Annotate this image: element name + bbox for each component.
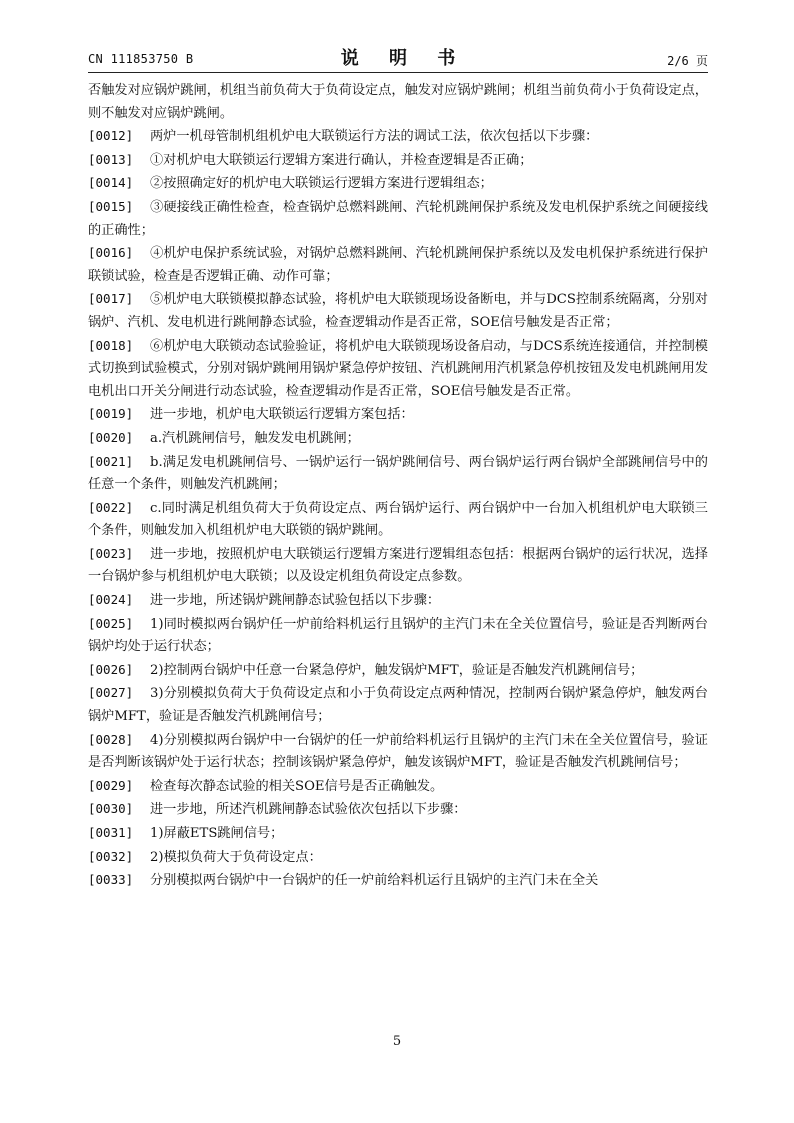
paragraph-number: [0019] xyxy=(88,406,134,422)
paragraph-text: ④机炉电保护系统试验，对锅炉总燃料跳闸、汽轮机跳闸保护系统以及发电机保护系统进行保护联锁试验，检查是否逻辑正确、动作可靠； xyxy=(88,246,708,284)
paragraph-text: 否触发对应锅炉跳闸，机组当前负荷大于负荷设定点，触发对应锅炉跳闸；机组当前负荷小于负荷设定点，则不触发对应锅炉跳闸。 xyxy=(88,83,708,121)
paragraph-text: ⑤机炉电大联锁模拟静态试验，将机炉电大联锁现场设备断电，并与DCS控制系统隔离，分别对锅炉、汽机、发电机进行跳闸静态试验，检查逻辑动作是否正常，SOE信号触发是否正常； xyxy=(88,292,708,330)
paragraph xyxy=(88,288,708,334)
paragraph-number: [0024] xyxy=(88,592,134,608)
paragraph-text: 检查每次静态试验的相关SOE信号是否正确触发。 xyxy=(150,778,444,794)
paragraph xyxy=(88,798,708,822)
paragraph-number: [0033] xyxy=(88,872,134,888)
paragraph-text: a.汽机跳闸信号，触发发电机跳闸； xyxy=(150,430,360,446)
paragraph xyxy=(88,729,708,775)
paragraph-number: [0025] xyxy=(88,615,134,631)
paragraph-number: [0017] xyxy=(88,291,134,307)
paragraph-number: [0023] xyxy=(88,545,134,561)
paragraph xyxy=(88,682,708,728)
paragraph-text: 进一步地，所述锅炉跳闸静态试验包括以下步骤： xyxy=(150,593,441,609)
paragraph xyxy=(88,242,708,288)
paragraph-text: 进一步地，所述汽机跳闸静态试验依次包括以下步骤： xyxy=(150,802,467,818)
page-number: 5 xyxy=(392,1034,402,1049)
paragraph-number: [0013] xyxy=(88,151,134,167)
paragraph xyxy=(88,403,708,427)
paragraph-number: [0030] xyxy=(88,801,134,817)
paragraph xyxy=(88,196,708,242)
paragraph-number: [0027] xyxy=(88,685,134,701)
paragraph-number: [0022] xyxy=(88,499,134,515)
paragraph xyxy=(88,589,708,613)
paragraph-number: [0026] xyxy=(88,661,134,677)
paragraph xyxy=(88,659,708,683)
paragraph xyxy=(88,80,708,125)
paragraph xyxy=(88,846,708,870)
paragraph-number: [0020] xyxy=(88,429,134,445)
paragraph-number: [0016] xyxy=(88,245,134,261)
paragraph xyxy=(88,822,708,846)
paragraph-text: c.同时满足机组负荷大于负荷设定点、两台锅炉运行、两台锅炉中一台加入机组机炉电大联锁三个条件，则触发加入机组机炉电大联锁的锅炉跳闸。 xyxy=(88,500,708,539)
paragraph-number: [0029] xyxy=(88,777,134,793)
paragraph-number: [0021] xyxy=(88,453,134,469)
paragraph-text: 1)同时模拟两台锅炉任一炉前给料机运行且锅炉的主汽门未在全关位置信号，验证是否判断两台锅炉均处于运行状态； xyxy=(88,616,708,655)
paragraph-number: [0014] xyxy=(88,175,134,191)
paragraph-number: [0032] xyxy=(88,848,134,864)
paragraph xyxy=(88,613,708,659)
document-title: 说 明 书 xyxy=(340,48,468,69)
paragraph xyxy=(88,497,708,543)
paragraph-text: 分别模拟两台锅炉中一台锅炉的任一炉前给料机运行且锅炉的主汽门未在全关 xyxy=(150,873,599,889)
paragraph xyxy=(88,451,708,497)
patent-number: CN 111853750 B xyxy=(88,52,194,66)
paragraph-text: b.满足发电机跳闸信号、一锅炉运行一锅炉跳闸信号、两台锅炉运行两台锅炉全部跳闸信号中的任意一个条件，则触发汽机跳闸； xyxy=(88,454,708,493)
paragraph-number: [0018] xyxy=(88,337,134,353)
paragraph-text: 3)分别模拟负荷大于负荷设定点和小于负荷设定点两种情况，控制两台锅炉紧急停炉，触发两台锅炉MFT，验证是否触发汽机跳闸信号； xyxy=(88,686,708,725)
paragraph-text: 4)分别模拟两台锅炉中一台锅炉的任一炉前给料机运行且锅炉的主汽门未在全关位置信号，验证是否判断该锅炉处于运行状态；控制该锅炉紧急停炉，触发该锅炉MFT，验证是否触发汽机跳闸信号； xyxy=(88,732,708,771)
paragraph xyxy=(88,149,708,173)
paragraph-text: ③硬接线正确性检查，检查锅炉总燃料跳闸、汽轮机跳闸保护系统及发电机保护系统之间硬接线的正确性； xyxy=(88,199,708,238)
page-indicator: 2/6 页 xyxy=(667,54,708,68)
paragraph-number: [0015] xyxy=(88,198,134,214)
paragraph xyxy=(88,125,708,149)
paragraph xyxy=(88,427,708,451)
paragraph-text: 进一步地，机炉电大联锁运行逻辑方案包括： xyxy=(150,407,414,423)
paragraph-text: 两炉一机母管制机组机炉电大联锁运行方法的调试工法，依次包括以下步骤： xyxy=(150,129,599,145)
document-body xyxy=(88,80,708,893)
page-header xyxy=(88,44,708,70)
paragraph-text: 2)模拟负荷大于负荷设定点： xyxy=(150,849,322,865)
paragraph-text: 2)控制两台锅炉中任意一台紧急停炉，触发锅炉MFT，验证是否触发汽机跳闸信号； xyxy=(150,662,644,678)
paragraph xyxy=(88,775,708,799)
paragraph xyxy=(88,869,708,893)
paragraph-number: [0012] xyxy=(88,128,134,144)
paragraph-text: ⑥机炉电大联锁动态试验验证，将机炉电大联锁现场设备启动，与DCS系统连接通信，并控制模式切换到试验模式，分别对锅炉跳闸用锅炉紧急停炉按钮、汽机跳闸用汽机紧急停机按钮及发电机跳闸用发电机出口开关分闸进行动态试验，检查逻辑动作是否正常，SOE信号触发是否正常。 xyxy=(88,338,708,399)
paragraph-text: ①对机炉电大联锁运行逻辑方案进行确认，并检查逻辑是否正确； xyxy=(150,152,533,168)
paragraph xyxy=(88,172,708,196)
paragraph xyxy=(88,335,708,404)
paragraph-text: 进一步地，按照机炉电大联锁运行逻辑方案进行逻辑组态包括：根据两台锅炉的运行状况，选择一台锅炉参与机组机炉电大联锁；以及设定机组负荷设定点参数。 xyxy=(88,546,708,585)
paragraph xyxy=(88,543,708,589)
paragraph-number: [0028] xyxy=(88,731,134,747)
paragraph-text: 1)屏蔽ETS跳闸信号； xyxy=(150,826,284,841)
paragraph-number: [0031] xyxy=(88,825,134,840)
header-divider xyxy=(88,72,708,73)
paragraph-text: ②按照确定好的机炉电大联锁运行逻辑方案进行逻辑组态； xyxy=(150,176,493,192)
